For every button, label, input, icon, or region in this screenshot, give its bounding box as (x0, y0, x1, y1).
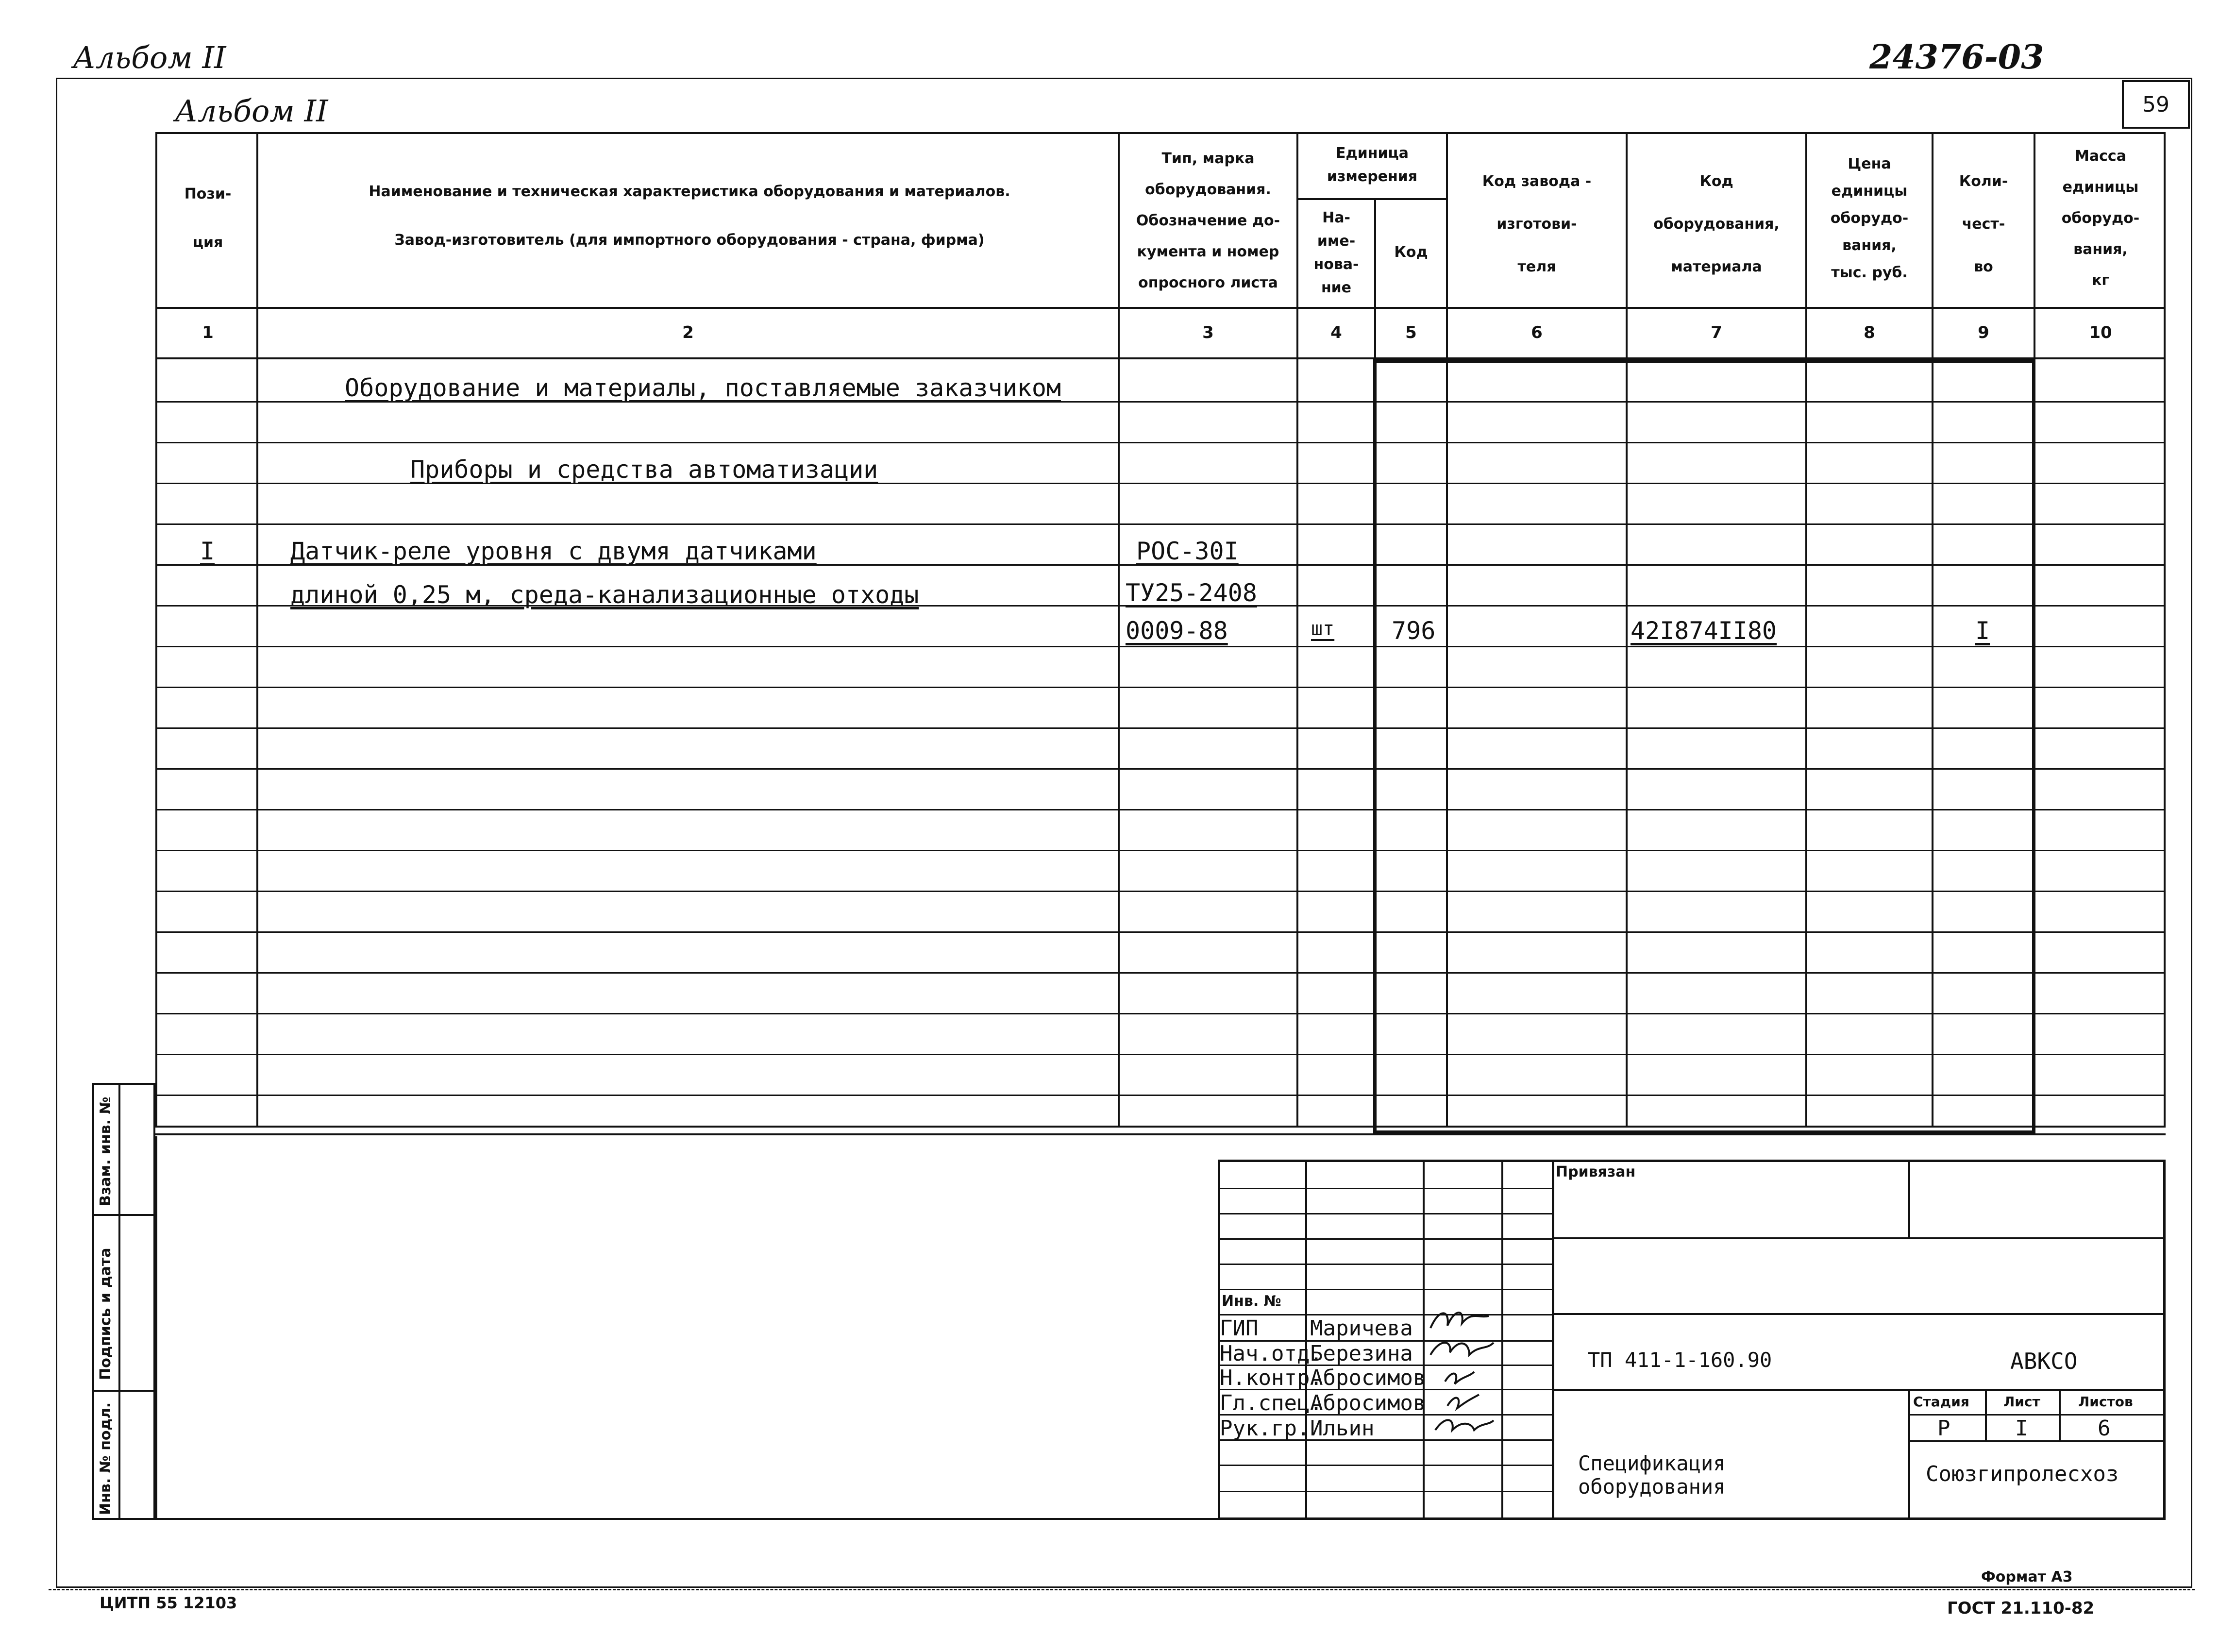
attached-label: Привязан (1556, 1163, 1636, 1180)
side-label-signature-date: Подпись и дата (97, 1247, 114, 1380)
sheet-label: Лист (2003, 1394, 2040, 1410)
row-type-line2: ТУ25-2408 (1126, 579, 1257, 607)
document-number: 24376-03 (1869, 38, 2044, 77)
name-5: Ильин (1310, 1416, 1375, 1441)
role-chief-specialist: Гл.спец. (1220, 1391, 1323, 1416)
name-4: Абросимов (1310, 1391, 1426, 1416)
format-label: Формат А3 (1981, 1568, 2073, 1585)
col-num-9: 9 (1978, 323, 1989, 342)
doc-code: ТП 411-1-160.90 (1588, 1348, 1772, 1372)
section-title-customer: Оборудование и материалы, поставляемые заказчиком (345, 374, 1061, 402)
role-dept-head: Нач.отд. (1220, 1341, 1323, 1366)
row-type-line1: РОС-30I (1136, 537, 1239, 565)
row-position: I (200, 537, 215, 565)
sheet-value: I (2015, 1416, 2028, 1441)
page-number: 59 (2142, 92, 2169, 117)
stage-label: Стадия (1913, 1394, 1969, 1410)
inv-no-label: Инв. № (1222, 1293, 1281, 1310)
role-group-leader: Рук.гр. (1220, 1416, 1310, 1441)
citp-label: ЦИТП 55 12103 (100, 1594, 237, 1612)
sheets-value: 6 (2098, 1416, 2111, 1441)
row-material-code: 42I874II80 (1631, 617, 1777, 645)
header-position: Пози- ция (184, 185, 232, 251)
name-1: Маричева (1310, 1316, 1413, 1341)
header-unit: Единица измерения (1327, 145, 1418, 185)
signatures-graphic (1426, 1282, 1503, 1442)
row-type-line3: 0009-88 (1126, 617, 1228, 645)
gost-label: ГОСТ 21.110-82 (1947, 1599, 2095, 1618)
row-name-line1: Датчик-реле уровня с двумя датчиками (290, 537, 817, 565)
header-mass: Масса единицы оборудо- вания, кг (2061, 148, 2140, 289)
col-num-1: 1 (202, 323, 214, 342)
header-type: Тип, марка оборудования. Обозначение до- кумента и номер опросного листа (1136, 150, 1280, 291)
side-label-inv-original: Инв. № подл. (97, 1402, 114, 1515)
col-num-2: 2 (682, 323, 694, 342)
album-label-inner: Альбом II (175, 93, 328, 129)
name-3: Абросимов (1310, 1365, 1426, 1390)
document-title: Спецификация оборудования (1578, 1451, 1726, 1499)
album-label-top: Альбом II (73, 40, 226, 75)
header-price: Цена единицы оборудо- вания, тыс. руб. (1830, 155, 1909, 281)
row-unit-code: 796 (1392, 617, 1436, 645)
header-name: Наименование и техническая характеристика оборудования и материалов. Завод-изготовитель (для импортного оборудования - страна, фирма) (369, 183, 1010, 249)
header-equipment-code: Код оборудования, материала (1653, 173, 1780, 275)
header-unit-name: На- име- нова- ние (1313, 209, 1359, 296)
name-2: Березина (1310, 1341, 1413, 1366)
col-num-7: 7 (1711, 323, 1722, 342)
col-num-6: 6 (1531, 323, 1543, 342)
header-factory-code: Код завода - изготови- теля (1482, 173, 1592, 275)
row-quantity: I (1975, 617, 1990, 645)
organization: Союзгипролесхоз (1926, 1462, 2119, 1486)
col-num-3: 3 (1202, 323, 1214, 342)
side-label-replaced-inv: Взам. инв. № (97, 1096, 114, 1206)
role-chief-engineer: ГИП (1220, 1316, 1259, 1341)
header-unit-code: Код (1394, 244, 1428, 261)
row-name-line2: длиной 0,25 м, среда-канализационные отходы (290, 581, 919, 609)
header-quantity: Коли- чест- во (1959, 173, 2008, 275)
col-num-4: 4 (1330, 323, 1342, 342)
section-title-automation: Приборы и средства автоматизации (410, 455, 878, 484)
col-num-8: 8 (1864, 323, 1875, 342)
project-part: АВКСО (2010, 1348, 2078, 1374)
col-num-5: 5 (1405, 323, 1417, 342)
stage-value: Р (1937, 1416, 1950, 1441)
sheets-label: Листов (2078, 1394, 2133, 1410)
row-unit-name: шт (1311, 618, 1335, 640)
col-num-10: 10 (2089, 323, 2112, 342)
role-norm-control: Н.контр. (1220, 1365, 1323, 1390)
